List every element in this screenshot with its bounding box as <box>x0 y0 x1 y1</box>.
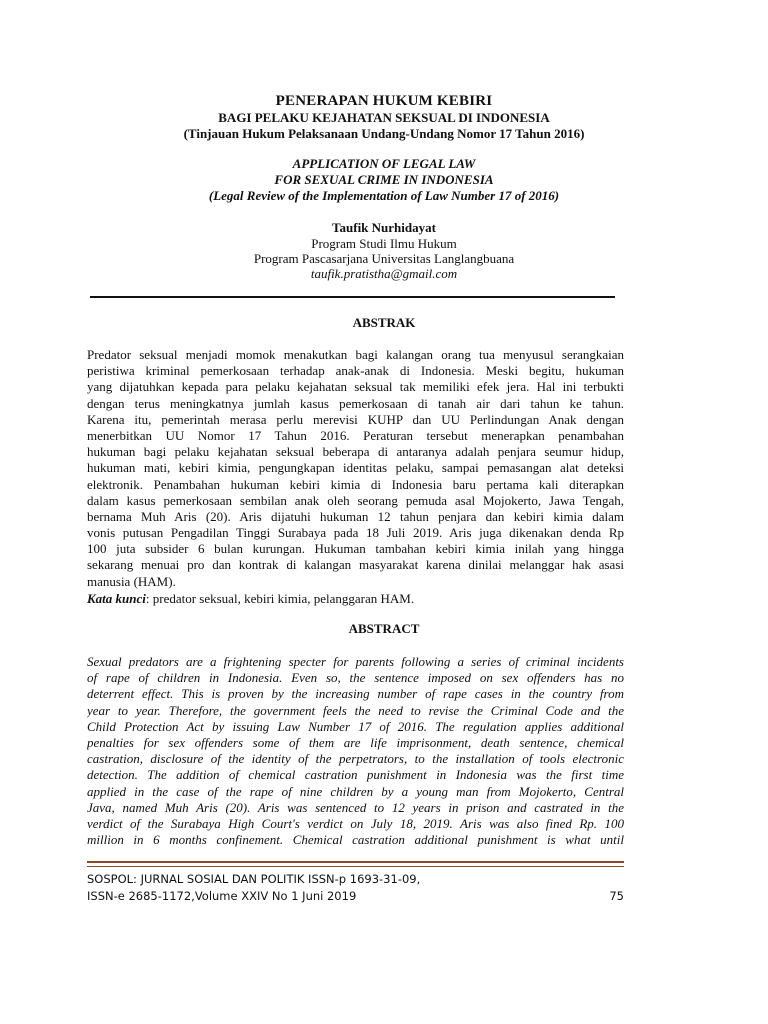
abstrak-line: Predator seksual menjadi momok menakutkan bagi kalangan orang tua menyusul serangkaian <box>87 347 624 362</box>
abstrak-line: yang dijatuhkan kepada para pelaku kejahatan seksual tak memiliki efek jera. Hal ini terbukti <box>87 379 624 395</box>
abstract-line: deterrent effect. This is proven by the increasing number of rape cases in the country from <box>87 686 624 702</box>
abstrak-line: hukuman mati, kebiri kimia, pengungkapan identitas pelaku, sampai pemasangan alat deteksi <box>87 460 624 476</box>
abstract-line: applied in the case of the rape of nine children by a young man from Mojokerto, Central <box>87 783 624 799</box>
abstract-line: Java, named Muh Aris (20). Aris was sentenced to 12 years in prison and castrated in the <box>87 799 624 815</box>
abstrak-line: hukuman bagi pelaku kejahatan seksual beberapa di antaranya adalah penjara seumur hidup, <box>87 444 624 460</box>
abstrak-line: 100 juta subsider 6 bulan kurungan. Hukuman tambahan kebiri kimia inilah yang hingga <box>87 541 624 557</box>
author-affiliation-2: Program Pascasarjana Universitas Langlangbuana <box>253 251 515 266</box>
abstract-line: million in 6 months confinement. Chemical castration additional punishment is what until <box>87 832 624 848</box>
footer-divider-thin <box>87 866 624 867</box>
english-title-line-3: (Legal Review of the Implementation of Law Number 17 of 2016) <box>208 188 560 203</box>
abstract-line: year to year. Therefore, the government feels the need to revise the Criminal Code and the <box>87 702 624 718</box>
author-name: Taufik Nurhidayat <box>332 220 436 235</box>
abstrak-line: menerbitkan UU Nomor 17 Tahun 2016. Peraturan tersebut menerapkan penambahan <box>87 427 624 443</box>
abstrak-line: bernama Muh Aris (20). Aris dijatuhi hukuman 12 tahun penjara dan kebiri kimia dalam <box>87 508 624 524</box>
abstrak-line: elektronik. Penambahan hukuman kebiri kimia di Indonesia baru pertama kali diterapkan <box>87 476 624 492</box>
abstract-line: detection. The addition of chemical castration punishment in Indonesia was the first time <box>87 767 624 783</box>
keywords-text: : predator seksual, kebiri kimia, pelanggaran HAM. <box>145 591 415 606</box>
abstrak-line: Karena itu, pemerintah merasa perlu merevisi KUHP dan UU Perlindungan Anak dengan <box>87 411 624 427</box>
english-title-line-2: FOR SEXUAL CRIME IN INDONESIA <box>274 172 494 187</box>
abstract-body <box>87 654 624 848</box>
abstract-line: penalties for sex offenders some of them are life imprisonment, death sentence, chemical <box>87 734 624 750</box>
paper-title-note: (Tinjauan Hukum Pelaksanaan Undang-Undang Nomor 17 Tahun 2016) <box>183 126 585 141</box>
abstract-line: Child Protection Act by issuing Law Number 17 of 2016. The regulation applies additional <box>87 718 624 734</box>
abstrak-heading: ABSTRAK <box>352 315 416 330</box>
abstract-line: castration, disclosure of the identity of the perpetrators, to the installation of tools electronic <box>87 751 624 767</box>
author-email: taufik.pratistha@gmail.com <box>310 266 458 281</box>
page-number: 75 <box>609 889 624 903</box>
abstract-heading: ABSTRACT <box>348 621 420 636</box>
abstrak-line: dengan terus meningkatnya jumlah kasus pemerkosaan di tanah air dari tahun ke tahun. <box>87 395 624 411</box>
author-affiliation-1: Program Studi Ilmu Hukum <box>311 236 457 251</box>
keywords-label: Kata kunci <box>87 591 146 606</box>
abstrak-line: dalam kasus pemerkosaan sembilan anak oleh seorang pemuda asal Mojokerto, Jawa Tengah, <box>87 492 624 508</box>
abstrak-line: vonis putusan Pengadilan Tinggi Surabaya pada 18 Juli 2019. Aris juga dikenakan denda Rp <box>87 525 624 541</box>
abstrak-body <box>87 347 624 590</box>
abstrak-line: manusia (HAM). <box>87 573 176 589</box>
abstrak-line: sekarang menuai pro dan kontrak di kalangan masyarakat karena dinilai melanggar hak asasi <box>87 557 624 573</box>
abstract-line: verdict of the Surabaya High Court's verdict on July 18, 2019. Aris was also fined Rp. 100 <box>87 815 624 831</box>
abstrak-line: peristiwa kriminal pemerkosaan terhadap anak-anak di Indonesia. Meski begitu, hukuman <box>87 363 624 379</box>
paper-title: PENERAPAN HUKUM KEBIRI <box>275 93 493 109</box>
title-divider <box>90 296 615 298</box>
english-title-line-1: APPLICATION OF LEGAL LAW <box>292 156 476 171</box>
abstract-line: of rape of children in Indonesia. Even so, the sentence imposed on sex offenders has no <box>87 670 624 686</box>
journal-citation-line-2: ISSN-e 2685-1172,Volume XXIV No 1 Juni 2019 <box>87 889 357 903</box>
abstract-line: Sexual predators are a frightening specter for parents following a series of criminal incidents <box>87 654 624 669</box>
journal-citation-line-1: SOSPOL: JURNAL SOSIAL DAN POLITIK ISSN-p 1693-31-09, <box>87 872 421 886</box>
footer-divider-thick <box>87 861 624 863</box>
paper-subtitle: BAGI PELAKU KEJAHATAN SEKSUAL DI INDONESIA <box>218 110 550 125</box>
keywords <box>87 591 414 607</box>
